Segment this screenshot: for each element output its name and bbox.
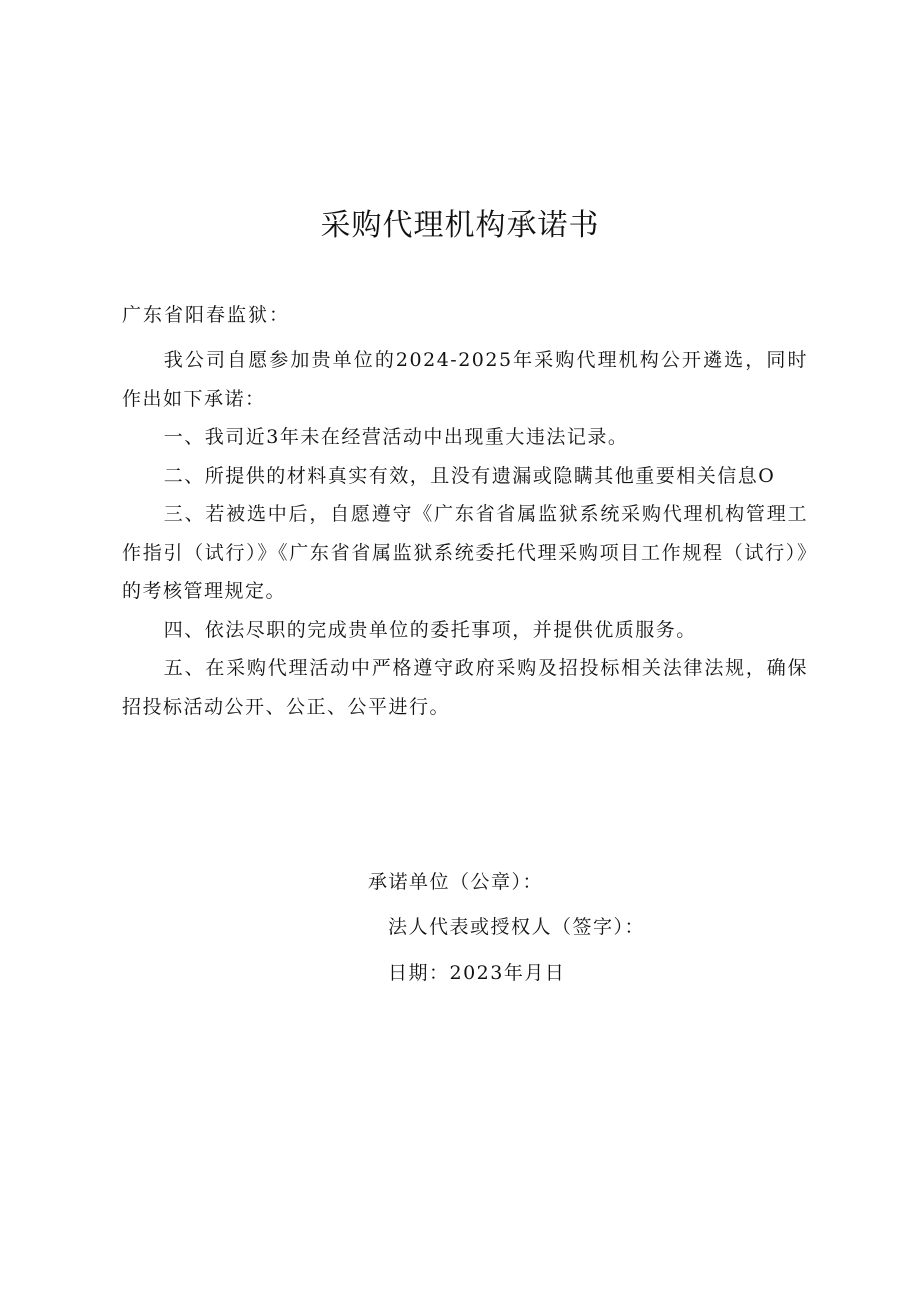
signature-date: 日期：2023年月日: [388, 962, 566, 984]
signature-representative: 法人代表或授权人（签字）：: [388, 916, 646, 938]
document-title: 采购代理机构承诺书: [320, 208, 600, 243]
signature-unit: 承诺单位（公章）：: [368, 871, 544, 893]
commitment-item-2: 二、所提供的材料真实有效，且没有遗漏或隐瞒其他重要相关信息O: [163, 464, 776, 487]
commitment-item-5: 五、在采购代理活动中严格遵守政府采购及招投标相关法律法规，确保招投标活动公开、公正、公平进行。: [122, 657, 808, 718]
commitment-item-1: 一、我司近3年未在经营活动中出现重大违法记录。: [163, 426, 629, 448]
commitment-item-4: 四、依法尽职的完成贵单位的委托事项，并提供优质服务。: [163, 618, 697, 641]
intro-paragraph: 我公司自愿参加贵单位的2024-2025年采购代理机构公开遴选，同时作出如下承诺：: [122, 349, 808, 410]
document-body: [122, 341, 808, 726]
addressee: 广东省阳春监狱：: [122, 304, 291, 326]
commitment-item-3: 三、若被选中后，自愿遵守《广东省省属监狱系统采购代理机构管理工作指引（试行）》《广东省省属监狱系统委托代理采购项目工作规程（试行）》的考核管理规定。: [122, 503, 808, 602]
